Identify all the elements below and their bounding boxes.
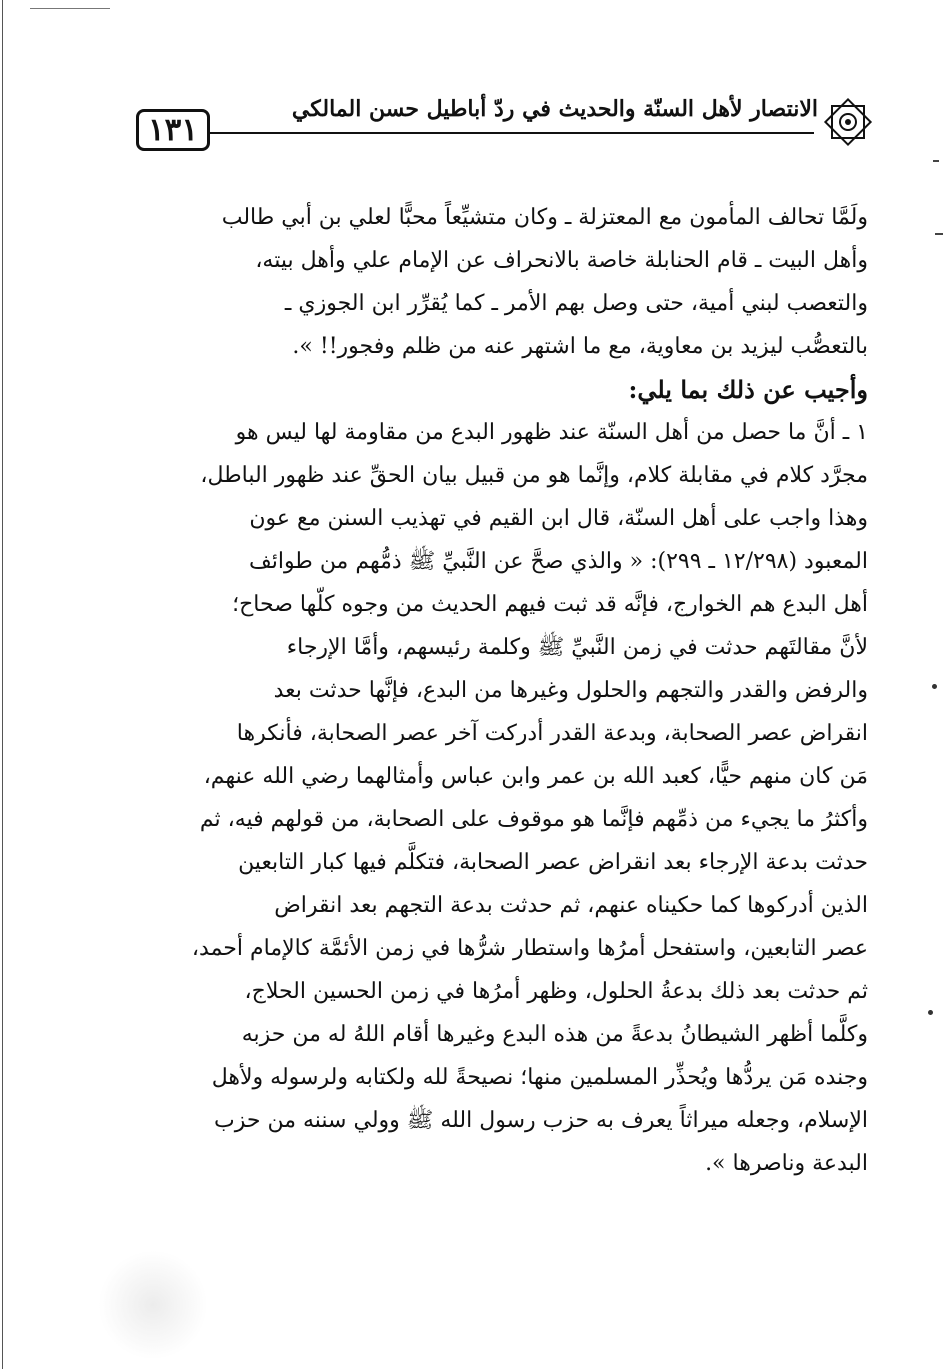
text-line: والتعصب لبني أمية، حتى وصل بهم الأمر ـ كما يُقرِّر ابن الجوزي ـ [284,291,868,316]
margin-mark [928,1010,933,1015]
text-line: الذين أدركوها كما حكيناه عنهم، ثم حدثت بدعة التجهم بعد انقراض [274,893,868,918]
running-header [136,92,878,162]
star-ornament-icon [818,92,878,152]
text-line: البدعة وناصرها ». [705,1151,868,1176]
text-line: وكلَّما أظهر الشيطانُ بدعةً من هذه البدع وغيرها أقام اللهُ له من حزبه [241,1022,868,1047]
page-edge-line [2,0,3,1369]
text-line: ثم حدثت بعد ذلك بدعةُ الحلول، وظهر أمرُها في زمن الحسين الحلاج، [244,979,868,1004]
page-number: ١٣١ [136,109,210,151]
text-line: انقراض عصر الصحابة، وبدعة القدر أدركت آخر عصر الصحابة، فأنكرها [236,721,868,746]
section-heading: وأجيب عن ذلك بما يلي: [628,375,868,404]
margin-mark [932,684,937,689]
running-title: الانتصار لأهل السنّة والحديث في ردّ أباطيل حسن المالكي [291,96,818,122]
text-line: وهذا واجب على أهل السنّة، قال ابن القيم في تهذيب السنن مع عون [249,506,868,531]
text-line: أهل البدع هم الخوارج، فإنَّه قد ثبت فيهم الحديث من وجوه كلّها صحاح؛ [232,592,868,617]
margin-mark [933,160,939,162]
text-line: والرفض والقدر والتجهم والحلول وغيرها من البدع، فإنَّها حدثت بعد [273,678,868,703]
text-line: وأكثرُ ما يجيء من ذمِّهم فإنَّما هو موقوف على الصحابة، من قولهم فيه، ثم [199,807,868,832]
text-line: بالتعصُّب ليزيد بن معاوية، مع ما اشتهر عنه من ظلم وفجور!! ». [292,334,868,359]
scan-artifact-line [30,8,110,9]
header-rule [210,132,814,134]
text-line: وجنده مَن يردُّها ويُحذِّر المسلمين منها؛ نصيحةً لله ولكتابه ولرسوله ولأهل [211,1065,868,1090]
text-line: ١ ـ أنَّ ما حصل من أهل السنّة عند ظهور البدع من مقاومة لها ليس هو [235,420,868,445]
text-line: المعبود (١٢/٢٩٨ ـ ٢٩٩): « والذي صحَّ عن النَّبيِّ ﷺ ذمُّهم من طوائف [248,549,868,574]
margin-mark [935,233,943,235]
text-line: لأنَّ مقالتَهم حدثت في زمن النَّبيِّ ﷺ وكلمة رئيسهم، وأمَّا الإرجاء [286,635,868,660]
text-line: وأهل البيت ـ قام الحنابلة خاصة بالانحراف عن الإمام علي وأهل بيته، [255,248,868,273]
text-line: عصر التابعين، واستفحل أمرُها واستطار شرُّها في زمن الأئمَّة كالإمام أحمد، [191,936,868,961]
scan-speckle [98,1250,208,1360]
text-line: الإسلام، وجعله ميراثاً يعرف به حزب رسول الله ﷺ وولي سننه من حزب [214,1108,868,1133]
text-line: حدثت بدعة الإرجاء بعد انقراض عصر الصحابة، فتكلَّم فيها كبار التابعين [238,850,868,875]
main-text [150,196,868,1185]
text-line: مَن كان منهم حيًّا، كعبد الله بن عمر وابن عباس وأمثالهما رضي الله عنهم، [203,764,868,789]
text-line: ولَمَّا تحالف المأمون مع المعتزلة ـ وكان متشيِّعاً محبًّا لعلي بن أبي طالب [221,205,868,230]
text-line: مجرَّد كلام في مقابلة كلام، وإنَّما هو من قبيل بيان الحقِّ عند ظهور الباطل، [200,463,868,488]
